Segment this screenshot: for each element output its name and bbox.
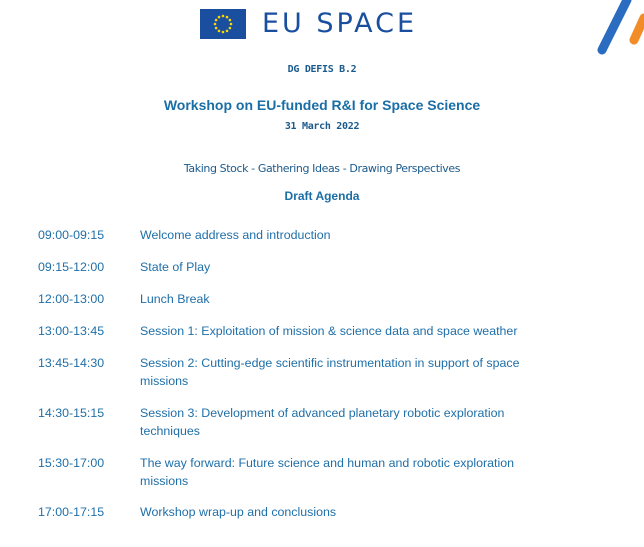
page-title: Workshop on EU-funded R&I for Space Science <box>163 97 481 113</box>
agenda-time: 17:00-17:15 <box>38 505 105 519</box>
eu-space-logo <box>200 8 417 40</box>
agenda-time: 14:30-15:15 <box>38 406 105 420</box>
agenda-time: 09:15-12:00 <box>38 260 105 274</box>
agenda-time: 15:30-17:00 <box>38 456 105 470</box>
agenda-item: Session 3: Development of advanced planetary robotic exploration techniques <box>140 406 505 438</box>
agenda-title: Draft Agenda <box>284 189 360 203</box>
corner-decoration-icon <box>594 0 644 60</box>
agenda-item: Lunch Break <box>140 292 210 306</box>
agenda-time: 12:00-13:00 <box>38 292 105 306</box>
dg-label: DG DEFIS B.2 <box>287 64 357 75</box>
agenda-time: 13:00-13:45 <box>38 324 105 338</box>
event-subtitle: Taking Stock - Gathering Ideas - Drawing Perspectives <box>183 162 461 175</box>
event-date: 31 March 2022 <box>284 121 360 132</box>
logo-text: EU SPACE <box>262 8 418 39</box>
agenda-item: State of Play <box>140 260 211 274</box>
agenda-time: 09:00-09:15 <box>38 228 105 242</box>
agenda-item: Session 2: Cutting-edge scientific instrumentation in support of space missions <box>140 356 520 388</box>
agenda-item: Session 1: Exploitation of mission & science data and space weather <box>140 324 518 338</box>
agenda-item: Workshop wrap-up and conclusions <box>140 505 337 519</box>
agenda-item: The way forward: Future science and human and robotic exploration missions <box>140 456 514 488</box>
eu-flag-icon <box>200 9 246 39</box>
agenda-item: Welcome address and introduction <box>140 228 331 242</box>
agenda-time: 13:45-14:30 <box>38 356 105 370</box>
